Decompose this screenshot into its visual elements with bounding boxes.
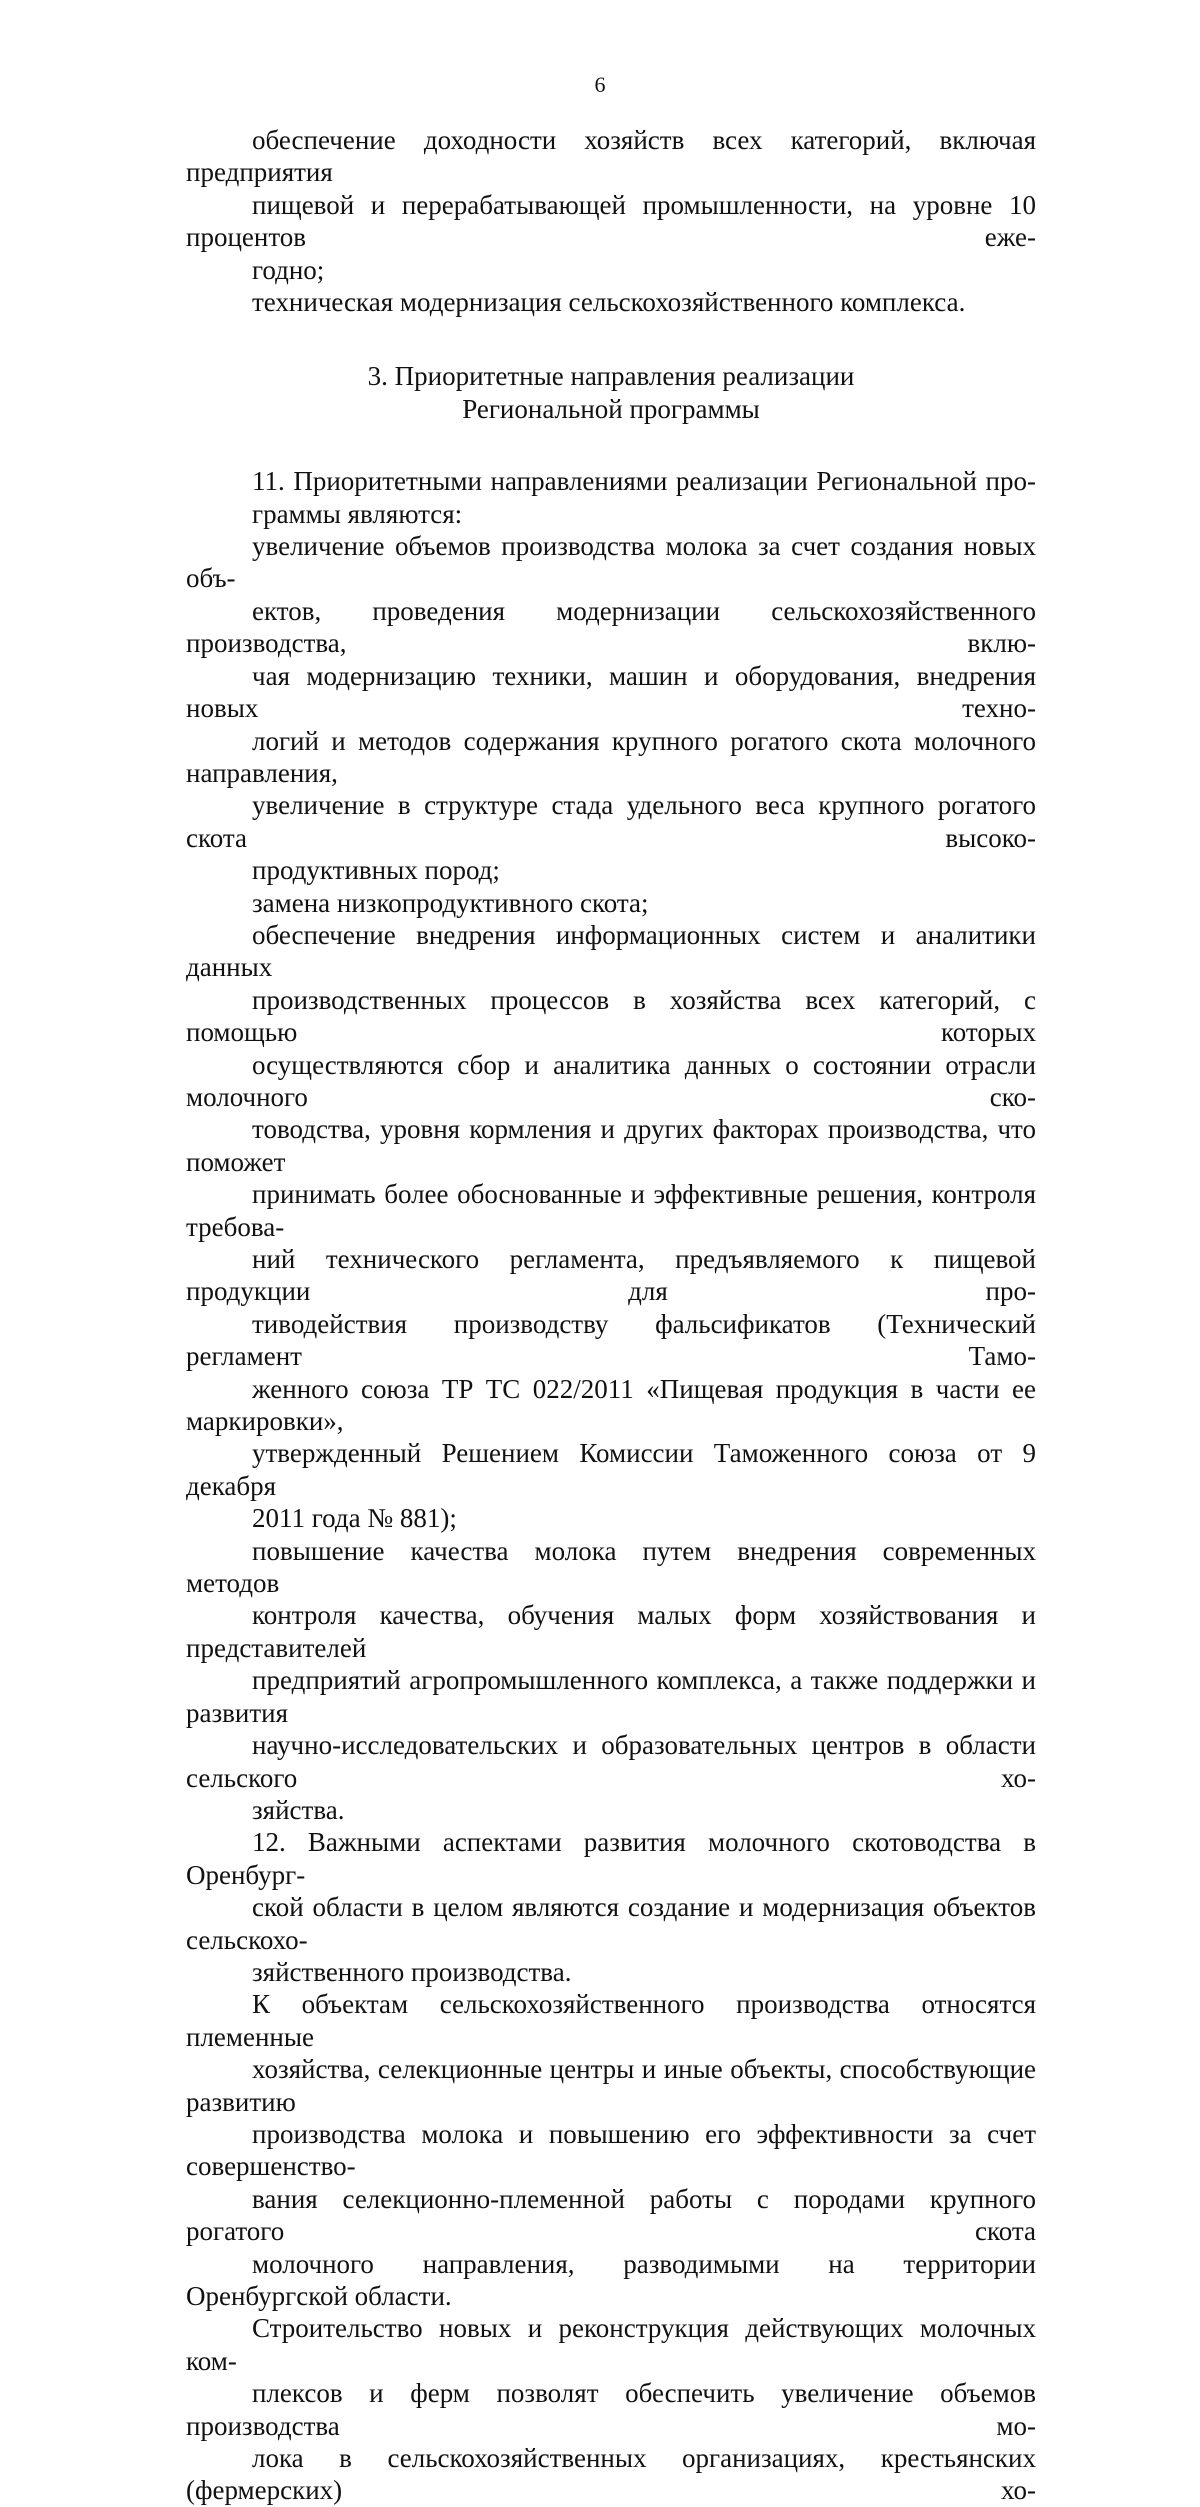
text-line: хозяйства, селекционные центры и иные объекты, способствующие развитию xyxy=(186,2054,1036,2117)
text-line: увеличение объемов производства молока за счет создания новых объ- xyxy=(186,531,1036,594)
paragraph-11-intro xyxy=(186,465,1036,530)
text-line: 11. Приоритетными направлениями реализации Региональной про- xyxy=(252,466,1036,497)
text-line: молочного направления, разводимыми на территории Оренбургской области. xyxy=(186,2248,1036,2311)
text-line: техническая модернизация сельскохозяйственного комплекса. xyxy=(252,287,966,318)
paragraph-12-aspects xyxy=(186,1826,1036,1988)
text-line: контроля качества, обучения малых форм хозяйствования и представителей xyxy=(186,1600,1036,1663)
paragraph-modernization xyxy=(186,286,1036,318)
text-line: пищевой и перерабатывающей промышленности, на уровне 10 процентов еже- xyxy=(186,189,1036,253)
text-line: обеспечение внедрения информационных систем и аналитики данных xyxy=(186,919,1036,983)
text-line: плексов и ферм позволят обеспечить увеличение объемов производства мо- xyxy=(186,2378,1036,2441)
paragraph-production-objects xyxy=(186,1988,1036,2312)
paragraph-income xyxy=(186,124,1036,286)
section-heading-line: 3. Приоритетные направления реализации xyxy=(367,361,855,392)
text-line: ектов, проведения модернизации сельскохозяйственного производства, вклю- xyxy=(186,595,1036,659)
text-line: 12. Важными аспектами развития молочного скотоводства в Оренбург- xyxy=(186,1827,1036,1890)
paragraph-milk-quality xyxy=(186,1535,1036,1827)
text-line: научно-исследовательских и образовательных центров в области сельского хо- xyxy=(186,1730,1036,1793)
paragraph-livestock-replacement xyxy=(186,887,1036,919)
text-line: замена низкопродуктивного скота; xyxy=(252,887,649,918)
text-line: ний технического регламента, предъявляемого к пищевой продукции для про- xyxy=(186,1244,1036,1307)
text-line: зяйственного производства. xyxy=(252,1956,572,1987)
text-line: осуществляются сбор и аналитика данных о состоянии отрасли молочного ско- xyxy=(186,1049,1036,1112)
body-text xyxy=(186,124,1036,2507)
section-heading xyxy=(186,360,1036,425)
text-line: продуктивных пород; xyxy=(252,855,500,886)
text-line: увеличение в структуре стада удельного веса крупного рогатого скота высоко- xyxy=(186,790,1036,853)
text-line: повышение качества молока путем внедрения современных методов xyxy=(186,1535,1036,1599)
text-line: лока в сельскохозяйственных организациях, крестьянских (фермерских) хо- xyxy=(186,2443,1036,2506)
text-line: производства молока и повышению его эффективности за счет совершенство- xyxy=(186,2118,1036,2182)
text-line: вания селекционно-племенной работы с породами крупного рогатого скота xyxy=(186,2183,1036,2247)
text-line: К объектам сельскохозяйственного производства относятся племенные xyxy=(186,1989,1036,2052)
text-line: ской области в целом являются создание и модернизация объектов сельскохо- xyxy=(186,1892,1036,1955)
page-number: 6 xyxy=(594,72,606,97)
section-heading-line: Региональной программы xyxy=(462,393,760,424)
text-line: тиводействия производству фальсификатов (Технический регламент Тамо- xyxy=(186,1308,1036,1372)
text-line: логий и методов содержания крупного рогатого скота молочного направления, xyxy=(186,725,1036,788)
text-line: обеспечение доходности хозяйств всех категорий, включая предприятия xyxy=(186,125,1036,188)
paragraph-construction xyxy=(186,2312,1036,2506)
paragraph-milk-volume xyxy=(186,530,1036,886)
text-line: принимать более обоснованные и эффективные решения, контроля требова- xyxy=(186,1179,1036,1242)
text-line: 2011 года № 881); xyxy=(252,1503,457,1534)
text-line: производственных процессов в хозяйства всех категорий, с помощью которых xyxy=(186,984,1036,1048)
text-line: женного союза ТР ТС 022/2011 «Пищевая продукция в части ее маркировки», xyxy=(186,1373,1036,1437)
text-line: граммы являются: xyxy=(252,498,463,529)
paragraph-information-systems xyxy=(186,919,1036,1535)
text-line: годно; xyxy=(252,254,325,285)
text-line: товодства, уровня кормления и других факторах производства, что поможет xyxy=(186,1114,1036,1177)
text-line: чая модернизацию техники, машин и оборудования, внедрения новых техно- xyxy=(186,660,1036,724)
text-line: утвержденный Решением Комиссии Таможенного союза от 9 декабря xyxy=(186,1438,1036,1501)
text-line: предприятий агропромышленного комплекса, а также поддержки и развития xyxy=(186,1665,1036,1728)
text-line: Строительство новых и реконструкция действующих молочных ком- xyxy=(186,2313,1036,2376)
text-line: зяйства. xyxy=(252,1794,345,1825)
